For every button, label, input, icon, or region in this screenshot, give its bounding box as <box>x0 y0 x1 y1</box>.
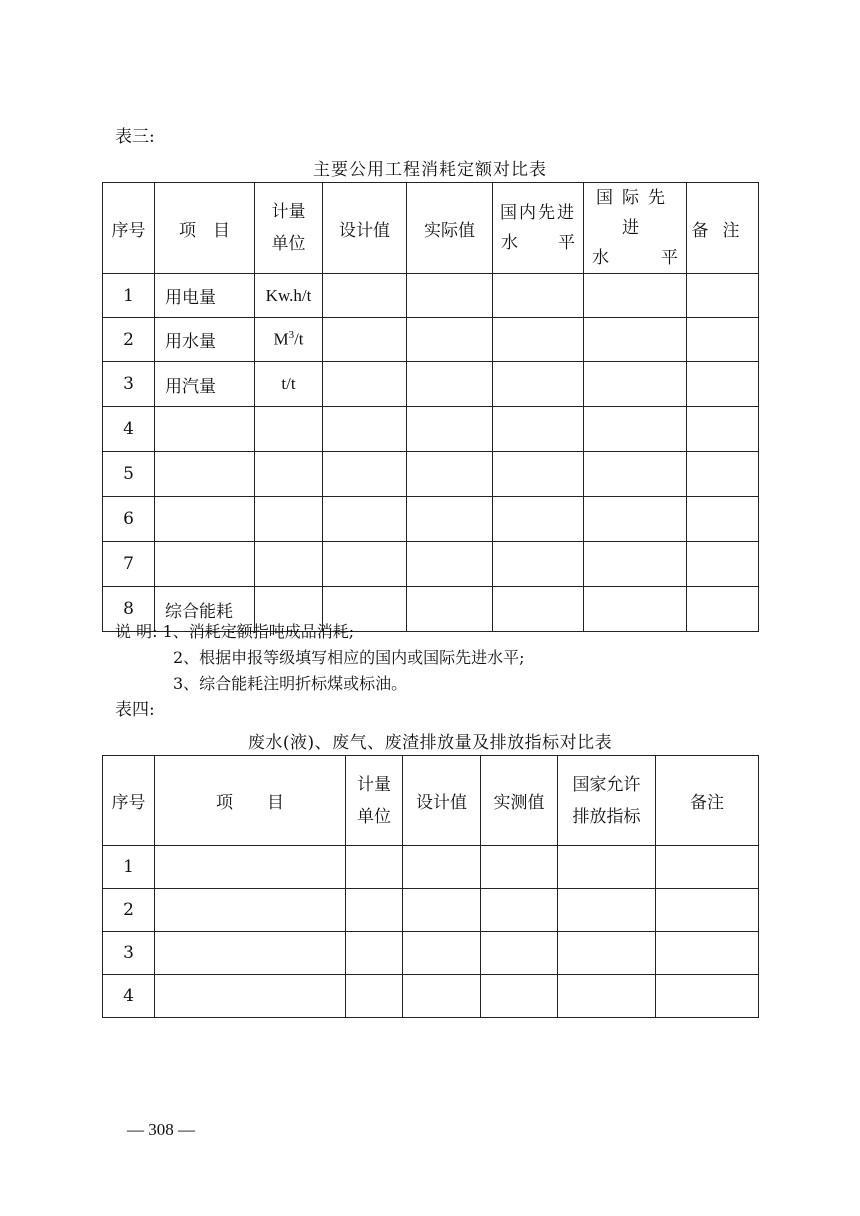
header-allowed <box>558 756 656 846</box>
table-row <box>103 932 759 975</box>
unit-base: M <box>273 329 289 349</box>
row-unit <box>346 932 403 975</box>
row-item: 用水量 <box>155 318 255 362</box>
row-unit <box>346 889 403 932</box>
table3-header-row <box>103 183 759 274</box>
row-remark <box>687 318 759 362</box>
row-design <box>323 318 407 362</box>
row-seq: 1 <box>103 274 155 318</box>
row-seq: 8 <box>103 587 155 632</box>
note-item: 3、综合能耗注明折标煤或标油。 <box>173 674 408 693</box>
row-unit <box>346 846 403 889</box>
row-item: 用汽量 <box>155 362 255 407</box>
row-unit <box>255 407 323 452</box>
row-seq: 1 <box>103 846 155 889</box>
table4-caption: 废水(液)、废气、废渣排放量及排放指标对比表 <box>247 733 613 753</box>
row-domestic <box>493 362 584 407</box>
header-intl-char1: 水 <box>592 248 609 268</box>
row-seq: 4 <box>103 975 155 1018</box>
row-allowed <box>558 932 656 975</box>
row-design <box>403 889 481 932</box>
table-row <box>103 407 759 452</box>
row-remark <box>687 362 759 407</box>
row-design <box>323 274 407 318</box>
row-intl <box>584 497 687 542</box>
table-row <box>103 362 759 407</box>
row-seq: 5 <box>103 452 155 497</box>
row-remark <box>687 407 759 452</box>
row-design <box>403 975 481 1018</box>
table-row <box>103 318 759 362</box>
header-measured: 实测值 <box>481 756 558 846</box>
row-item <box>155 407 255 452</box>
row-unit <box>255 542 323 587</box>
table-row <box>103 542 759 587</box>
header-unit-line1: 计量 <box>357 774 391 795</box>
table-row <box>103 274 759 318</box>
row-unit <box>255 452 323 497</box>
row-design <box>403 932 481 975</box>
row-actual <box>407 274 493 318</box>
header-item: 项 目 <box>155 756 346 846</box>
row-item: 综合能耗 <box>155 587 255 632</box>
table-row <box>103 452 759 497</box>
header-domestic-char2: 平 <box>558 233 575 253</box>
row-measured <box>481 975 558 1018</box>
row-allowed <box>558 846 656 889</box>
row-seq: 2 <box>103 889 155 932</box>
notes-prefix: 说 明: <box>115 622 158 641</box>
row-seq: 3 <box>103 932 155 975</box>
row-remark <box>656 975 759 1018</box>
row-remark <box>687 452 759 497</box>
row-remark <box>656 846 759 889</box>
header-remark: 备注 <box>656 756 759 846</box>
row-remark <box>687 542 759 587</box>
header-design: 设计值 <box>403 756 481 846</box>
row-domestic <box>493 274 584 318</box>
row-domestic <box>493 407 584 452</box>
row-intl <box>584 362 687 407</box>
header-design: 设计值 <box>323 183 407 274</box>
row-item <box>155 975 346 1018</box>
row-unit <box>255 318 323 362</box>
header-unit-line1: 计量 <box>271 202 306 222</box>
header-seq: 序号 <box>103 756 155 846</box>
header-unit <box>346 756 403 846</box>
header-allowed-line2: 排放指标 <box>572 806 641 827</box>
header-intl-line2 <box>584 243 686 273</box>
table3-label: 表三: <box>115 127 155 147</box>
row-unit: t/t <box>255 362 323 407</box>
row-unit <box>346 975 403 1018</box>
row-intl <box>584 452 687 497</box>
header-unit <box>255 183 323 274</box>
table-row <box>103 975 759 1018</box>
note-item: 2、根据申报等级填写相应的国内或国际先进水平; <box>173 648 525 667</box>
header-unit-line2: 单位 <box>271 234 306 254</box>
row-intl <box>584 542 687 587</box>
header-domestic-line2 <box>493 228 583 258</box>
row-seq: 7 <box>103 542 155 587</box>
row-remark <box>656 932 759 975</box>
row-actual <box>407 362 493 407</box>
row-domestic <box>493 497 584 542</box>
row-measured <box>481 889 558 932</box>
row-design <box>323 497 407 542</box>
table-row <box>103 889 759 932</box>
row-intl <box>584 587 687 632</box>
table3 <box>102 182 759 632</box>
row-item <box>155 889 346 932</box>
header-domestic-char1: 水 <box>501 233 518 253</box>
header-domestic-line1: 国内先进 <box>500 203 576 223</box>
row-actual <box>407 452 493 497</box>
row-unit: Kw.h/t <box>255 274 323 318</box>
unit-tail: /t <box>294 329 304 349</box>
header-domestic <box>493 183 584 274</box>
table3-notes <box>115 619 525 697</box>
row-allowed <box>558 889 656 932</box>
row-seq: 4 <box>103 407 155 452</box>
row-measured <box>481 932 558 975</box>
header-item: 项 目 <box>155 183 255 274</box>
row-design <box>323 542 407 587</box>
header-allowed-line1: 国家允许 <box>572 774 641 795</box>
table4 <box>102 755 759 1018</box>
unit-sup: 3 <box>288 329 295 342</box>
row-remark <box>687 497 759 542</box>
row-remark <box>687 587 759 632</box>
header-intl <box>584 183 687 274</box>
row-design <box>323 452 407 497</box>
row-item <box>155 542 255 587</box>
row-actual <box>407 497 493 542</box>
row-seq: 6 <box>103 497 155 542</box>
header-unit-line2: 单位 <box>357 806 391 827</box>
row-design <box>323 407 407 452</box>
row-allowed <box>558 975 656 1018</box>
row-actual <box>407 407 493 452</box>
row-remark <box>687 274 759 318</box>
row-intl <box>584 318 687 362</box>
table3-caption: 主要公用工程消耗定额对比表 <box>313 160 547 180</box>
row-item <box>155 497 255 542</box>
row-item: 用电量 <box>155 274 255 318</box>
row-domestic <box>493 452 584 497</box>
table4-header-row <box>103 756 759 846</box>
table-row <box>103 497 759 542</box>
header-intl-line1: 国际先进 <box>596 188 674 238</box>
row-measured <box>481 846 558 889</box>
row-seq: 2 <box>103 318 155 362</box>
row-design <box>403 846 481 889</box>
row-unit <box>255 497 323 542</box>
table-row <box>103 846 759 889</box>
row-item <box>155 452 255 497</box>
row-actual <box>407 318 493 362</box>
header-remark: 备注 <box>687 183 759 274</box>
row-seq: 3 <box>103 362 155 407</box>
header-intl-char2: 平 <box>661 248 678 268</box>
table4-label: 表四: <box>115 700 155 720</box>
row-item <box>155 846 346 889</box>
header-seq: 序号 <box>103 183 155 274</box>
row-item <box>155 932 346 975</box>
row-intl <box>584 274 687 318</box>
row-design <box>323 362 407 407</box>
note-item: 1、消耗定额指吨成品消耗; <box>162 622 355 641</box>
row-intl <box>584 407 687 452</box>
row-domestic <box>493 318 584 362</box>
row-domestic <box>493 542 584 587</box>
row-remark <box>656 889 759 932</box>
header-actual: 实际值 <box>407 183 493 274</box>
page-number: — 308 — <box>127 1120 195 1139</box>
row-actual <box>407 542 493 587</box>
